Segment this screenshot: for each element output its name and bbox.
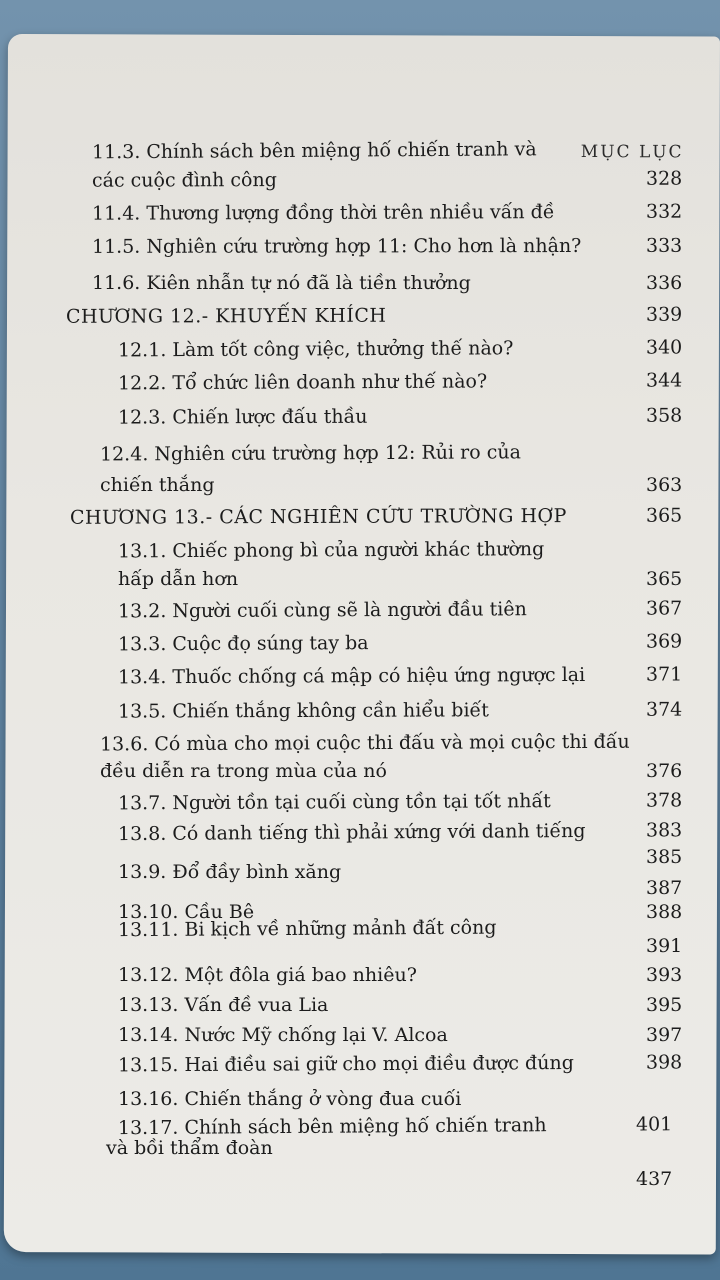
toc-entry (0, 440, 720, 474)
toc-entry (0, 1137, 720, 1167)
toc-entry (0, 1051, 720, 1085)
toc-page-number: 333 (645, 234, 683, 257)
toc-entry-title: hấp dẫn hơn (118, 568, 239, 590)
toc-page-number: 367 (645, 597, 683, 620)
toc-entry-title: các cuộc đình công (91, 169, 277, 192)
toc-page-number: 358 (645, 404, 683, 427)
toc-page-number: 397 (646, 1024, 683, 1046)
toc-entry (0, 994, 720, 1024)
toc-entry-title: 12.1. Làm tốt công việc, thưởng thế nào? (117, 337, 514, 362)
toc-entry-title: 13.5. Chiến thắng không cần hiểu biết (117, 699, 489, 723)
toc-entry-title: 13.11. Bi kịch về những mảnh đất công (117, 916, 497, 942)
toc-entry-title: 13.3. Cuộc đọ súng tay ba (117, 632, 369, 656)
toc-entry-title: 13.16. Chiến thắng ở vòng đua cuối (118, 1088, 462, 1110)
toc-page-number: 363 (646, 474, 683, 496)
toc-page-number: 395 (646, 994, 683, 1016)
toc-entry-title: 13.4. Thuốc chống cá mập có hiệu ứng ngược lại (117, 663, 586, 689)
toc-entry-title: 11.3. Chính sách bên miệng hố chiến tranh và (91, 138, 537, 164)
toc-entry (0, 1024, 720, 1054)
page-header: MỤC LỤC (580, 142, 684, 163)
toc-entry-title: 11.6. Kiên nhẫn tự nó đã là tiền thưởng (92, 272, 471, 294)
toc-page-number: 393 (646, 964, 683, 986)
toc-page-number: 388 (646, 901, 683, 923)
chapter-heading (0, 303, 720, 336)
toc-page-number: 387 (646, 877, 683, 899)
toc-page-number: 328 (645, 167, 683, 190)
toc-entry-title: 11.5. Nghiên cứu trường hợp 11: Cho hơn là nhận? (91, 234, 582, 258)
toc-entry-title: 12.4. Nghiên cứu trường hợp 12: Rủi ro của (99, 441, 521, 466)
toc-entry-title: 11.4. Thương lượng đồng thời trên nhiều vấn đề (91, 201, 555, 225)
toc-entry-title: 13.13. Vấn đề vua Lia (118, 994, 329, 1016)
toc-entry (0, 167, 720, 200)
toc-entry (0, 272, 720, 302)
toc-page-number: 365 (646, 568, 683, 590)
toc-page-number: 344 (645, 369, 683, 392)
toc-entry-title: 13.9. Đổ đầy bình xăng (118, 861, 342, 883)
toc-page-number: 398 (645, 1051, 683, 1074)
toc-page-number: 378 (645, 789, 683, 812)
toc-entry (0, 336, 720, 370)
toc-entry (0, 935, 720, 965)
toc-entry-title: 12.2. Tổ chức liên doanh như thế nào? (117, 370, 488, 395)
toc-entry (0, 200, 720, 233)
toc-page-number: 401 (635, 1113, 673, 1136)
toc-entry (0, 760, 720, 790)
toc-entry (0, 235, 720, 266)
toc-page-number: 391 (646, 935, 683, 957)
toc-page-number: 365 (645, 504, 683, 527)
toc-page-number: 385 (646, 846, 683, 868)
toc-entry-title: 13.7. Người tồn tại cuối cùng tồn tại tốt nhất (117, 790, 551, 815)
toc-entry-title: 13.15. Hai điều sai giữ cho mọi điều được đúng (117, 1051, 574, 1077)
toc-page-number: 371 (645, 663, 683, 686)
toc-page-number: 336 (646, 272, 683, 294)
toc-entry (0, 789, 720, 823)
toc-entry-title: chiến thắng (100, 474, 215, 496)
toc-entry (0, 964, 720, 994)
toc-entry (0, 698, 720, 731)
toc-page-number: 339 (645, 303, 683, 326)
toc-page-number: 369 (645, 630, 683, 653)
toc-page-number: 374 (645, 698, 683, 721)
toc-entry-title: và bồi thẩm đoàn (106, 1137, 273, 1159)
toc-entry (0, 137, 720, 172)
toc-entry-title: CHƯƠNG 13.- CÁC NGHIÊN CỨU TRƯỜNG HỢP (69, 505, 567, 529)
toc-entry (0, 597, 720, 631)
toc-page-number: 437 (636, 1168, 673, 1190)
toc-entry (0, 630, 720, 664)
toc-entry (0, 568, 720, 598)
toc-entry (0, 1168, 720, 1198)
toc-entry (0, 663, 720, 697)
toc-entry (0, 404, 720, 437)
toc-entry (0, 537, 720, 571)
toc-entry-title: 12.3. Chiến lược đấu thầu (117, 405, 368, 429)
toc-entry-title: 13.1. Chiếc phong bì của người khác thường (117, 538, 545, 563)
toc-entry-title: 13.2. Người cuối cùng sẽ là người đầu tiên (117, 598, 527, 623)
toc-entry-title: 13.14. Nước Mỹ chống lại V. Alcoa (118, 1024, 448, 1046)
toc-entry (0, 730, 720, 764)
toc-entry (0, 369, 720, 403)
toc-entry-title: 13.6. Có mùa cho mọi cuộc thi đấu và mọi cuộc thi đấu (99, 730, 630, 756)
chapter-heading (0, 504, 720, 537)
toc-page-number: 376 (646, 760, 683, 782)
toc-page-number: 332 (645, 200, 683, 223)
toc-entry-title: 13.17. Chính sách bên miệng hố chiến tranh (117, 1114, 547, 1140)
toc-entry-title: 13.10. Cầu Bê (118, 901, 255, 923)
toc-entry (0, 474, 720, 504)
toc-page-number: 340 (645, 336, 683, 359)
toc-entry-title: CHƯƠNG 12.- KHUYẾN KHÍCH (65, 304, 387, 328)
toc-page-number: 383 (645, 819, 683, 842)
toc-entry-title: 13.12. Một đôla giá bao nhiêu? (118, 964, 417, 986)
toc-entry-title: đều diễn ra trong mùa của nó (100, 760, 387, 782)
toc-entry-title: 13.8. Có danh tiếng thì phải xứng với danh tiếng (117, 819, 586, 846)
